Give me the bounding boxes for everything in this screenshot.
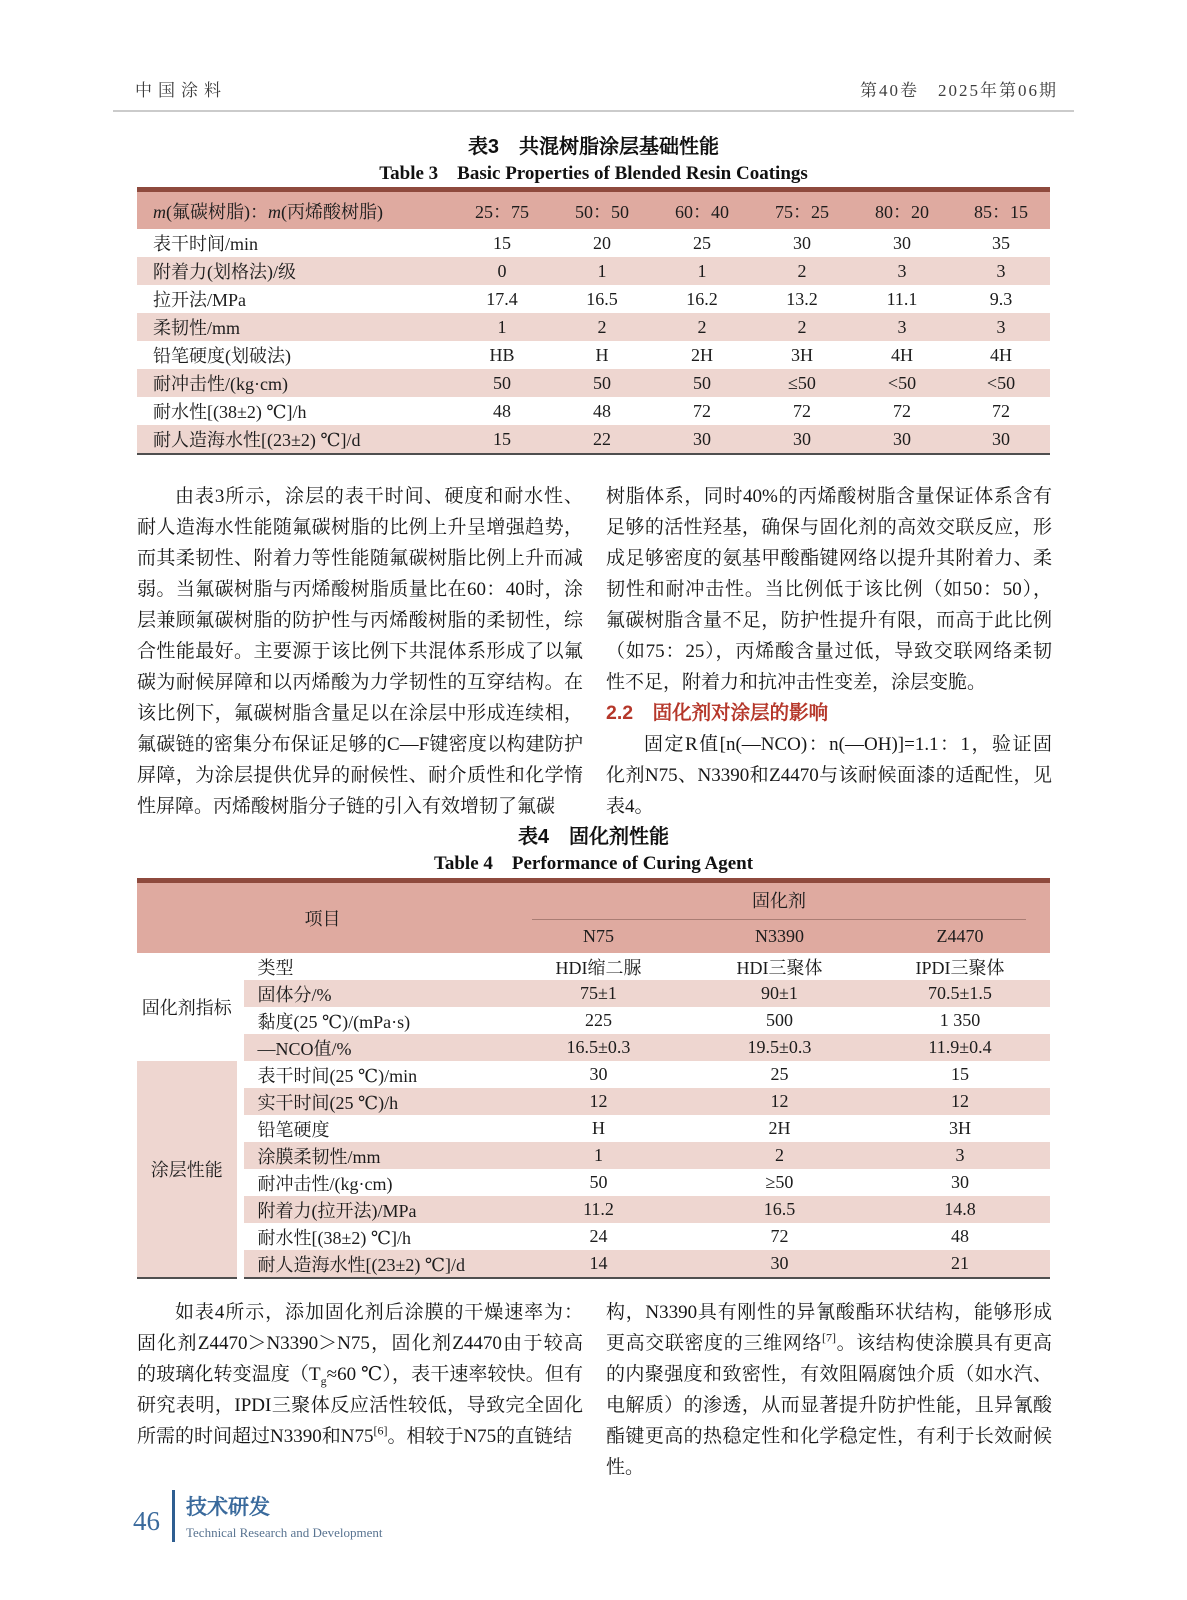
table-row [137, 1088, 1050, 1115]
table-row [137, 369, 1050, 397]
col-header: 60：40 [652, 190, 752, 230]
table-row [137, 1223, 1050, 1250]
cell: 20 [593, 232, 611, 253]
table-row [137, 980, 1050, 1007]
cell: IPDI三聚体 [915, 957, 1005, 978]
table4-header-row [137, 881, 1050, 921]
col-header: 50：50 [552, 190, 652, 230]
left-column [137, 481, 583, 822]
row-label: 固体分/% [240, 980, 508, 1007]
cell: 3 [852, 313, 952, 341]
table3 [137, 187, 1050, 455]
cell: 17.4 [486, 288, 518, 309]
cell: 21 [870, 1250, 1050, 1278]
row-label: 耐冲击性/(kg·cm) [137, 369, 452, 397]
table-row [137, 313, 1050, 341]
cell: 30 [951, 1172, 969, 1192]
cell: 25 [693, 232, 711, 253]
paragraph: 如表4所示，添加固化剂后涂膜的干燥速率为：固化剂Z4470＞N3390＞N75，固化剂Z4470由于较高的玻璃化转变温度（$T_g\approx 60$ ℃），表干速率较快。但有研究表明，IPDI三聚体反应活性较低，导致完全固化所需的时间超过N3390和N75[6]。相较于N75的直链结 [137, 1302, 584, 1447]
table-row [137, 397, 1050, 425]
table-row [137, 341, 1050, 369]
table-row [137, 285, 1050, 313]
row-label: 黏度(25 ℃)/(mPa·s) [257, 1011, 411, 1032]
row-label: 附着力(划格法)/级 [137, 257, 452, 285]
cell: 1 [508, 1142, 689, 1169]
table4-title-en: Table 4 Performance of Curing Agent [433, 853, 754, 874]
cell: 9.3 [989, 288, 1013, 309]
cell: 3 [952, 257, 1050, 285]
cell: 14 [508, 1250, 689, 1278]
body-text-lower [137, 1297, 1052, 1483]
cell: 2 [652, 313, 752, 341]
cell: 1 [452, 313, 552, 341]
table4-agent-header: 固化剂 [508, 881, 1050, 921]
table-row [137, 1061, 1050, 1088]
cell: 90±1 [689, 980, 870, 1007]
running-head [113, 76, 1074, 112]
table3-header-label: m(氟碳树脂)：m(丙烯酸树脂) [137, 190, 452, 230]
row-label: 耐水性[(38±2) ℃]/h [153, 402, 307, 422]
row-label: 拉开法/MPa [153, 290, 247, 310]
cell: 3 [952, 313, 1050, 341]
col-header: 85：15 [952, 190, 1050, 230]
footer-column-cn: 技术研发 [186, 1496, 270, 1519]
cell: 11.2 [508, 1196, 689, 1223]
right-column [606, 481, 1052, 822]
table-row [137, 1196, 1050, 1223]
cell: 3H [791, 344, 813, 365]
col-header: 80：20 [852, 190, 952, 230]
cell: 72 [793, 400, 811, 421]
cell: <50 [952, 369, 1050, 397]
cell: 225 [585, 1010, 612, 1030]
paragraph: 固定R值[n(—NCO)：n(—OH)]=1.1：1，验证固化剂N75、N3390和Z4470与该耐候面漆的适配性，见表4。 [606, 734, 1052, 817]
cell: 30 [752, 425, 852, 454]
cell: 0 [452, 257, 552, 285]
cell: 72 [693, 400, 711, 421]
table3-title-en: Table 3 Basic Properties of Blended Resin Coatings [379, 163, 808, 184]
table4-title-cn: 表4 固化剂性能 [517, 826, 670, 848]
footer-divider [172, 1490, 175, 1542]
cell: 30 [689, 1250, 870, 1278]
cell: ≤50 [752, 369, 852, 397]
cell: 30 [952, 425, 1050, 454]
table-row [137, 1115, 1050, 1142]
cell: 30 [852, 425, 952, 454]
table-row [137, 1007, 1050, 1034]
cell: HDI缩二脲 [555, 957, 642, 978]
paragraph: 由表3所示，涂层的表干时间、硬度和耐水性、耐人造海水性能随氟碳树脂的比例上升呈增强趋势，而其柔韧性、附着力等性能随氟碳树脂比例上升而减弱。当氟碳树脂与丙烯酸树脂质量比在60：40时，涂层兼顾氟碳树脂的防护性与丙烯酸树脂的柔韧性，综合性能最好。主要源于该比例下共混体系形成了以氟碳为耐候屏障和以丙烯酸为力学韧性的互穿结构。在该比例下，氟碳树脂含量足以在涂层中形成连续相，氟碳链的密集分布保证足够的C—F键密度以构建防护屏障，为涂层提供优异的耐候性、耐介质性和化学惰性屏障。丙烯酸树脂分子链的引入有效增韧了氟碳 [137, 486, 583, 817]
footer-column [186, 1491, 383, 1541]
cell: HB [489, 344, 515, 365]
row-label: 附着力(拉开法)/MPa [240, 1196, 508, 1223]
citation-6: [6] [373, 1423, 388, 1438]
row-label: 实干时间(25 ℃)/h [240, 1088, 508, 1115]
cell: 30 [893, 232, 911, 253]
cell: 72 [992, 400, 1010, 421]
volume-issue: 第40卷 2025年第06期 [860, 81, 1058, 100]
left-column [137, 1297, 583, 1483]
col-header: Z4470 [870, 920, 1050, 953]
cell: 14.8 [870, 1196, 1050, 1223]
cell: 2 [752, 313, 852, 341]
row-label: 耐人造海水性[(23±2) ℃]/d [137, 425, 452, 454]
cell: 4H [990, 344, 1012, 365]
cell: 70.5±1.5 [870, 980, 1050, 1007]
paragraph: 树脂体系，同时40%的丙烯酸树脂含量保证体系含有足够的活性羟基，确保与固化剂的高效交联反应，形成足够密度的氨基甲酸酯键网络以提升其附着力、柔韧性和耐冲击性。当比例低于该比例（如50：50），氟碳树脂含量不足，防护性提升有限，而高于此比例（如75：25），丙烯酸含量过低，导致交联网络柔韧性不足，附着力和抗冲击性变差，涂层变脆。 [606, 486, 1052, 693]
cell: 1 350 [939, 1010, 981, 1030]
cell: 3H [949, 1118, 971, 1138]
cell: 72 [893, 400, 911, 421]
cell: 1 [652, 257, 752, 285]
table3-header-row [137, 190, 1050, 230]
row-label: 耐人造海水性[(23±2) ℃]/d [240, 1250, 508, 1278]
cell: 30 [652, 425, 752, 454]
subscript: g [320, 1373, 327, 1388]
cell: 2H [768, 1118, 791, 1138]
cell: 16.5±0.3 [508, 1034, 689, 1061]
cell: 50 [552, 369, 652, 397]
section-heading-2-2: 2.2 固化剂对涂层的影响 [606, 702, 829, 724]
group-label: 涂层性能 [137, 1061, 240, 1278]
cell: 35 [992, 232, 1010, 253]
table-row [137, 1034, 1050, 1061]
cell: 48 [951, 1226, 969, 1246]
cell: 75±1 [508, 980, 689, 1007]
group-label: 固化剂指标 [137, 953, 240, 1061]
table-row [137, 953, 1050, 980]
cell: 4H [891, 344, 913, 365]
cell: 3 [870, 1142, 1050, 1169]
row-label: 涂膜柔韧性/mm [240, 1142, 508, 1169]
paragraph: 构，N3390具有刚性的异氰酸酯环状结构，能够形成更高交联密度的三维网络[7]。该结构使涂膜具有更高的内聚强度和致密性，有效阻隔腐蚀介质（如水汽、电解质）的渗透，从而显著提升防护性能，且异氰酸酯键更高的热稳定性和化学稳定性，有利于长效耐候性。 [606, 1302, 1052, 1478]
cell: 30 [793, 232, 811, 253]
row-label: 铅笔硬度(划破法) [153, 346, 291, 366]
cell: 24 [589, 1226, 608, 1246]
cell: 48 [593, 400, 611, 421]
row-label: 铅笔硬度 [257, 1119, 330, 1140]
cell: 15 [493, 232, 511, 253]
cell: 16.2 [686, 288, 718, 309]
table4 [137, 878, 1050, 1279]
table-row [137, 229, 1050, 257]
cell: 50 [452, 369, 552, 397]
cell: 50 [652, 369, 752, 397]
row-label: 耐冲击性/(kg·cm) [257, 1173, 393, 1194]
cell: 12 [870, 1088, 1050, 1115]
cell: 2 [752, 257, 852, 285]
cell: 15 [452, 425, 552, 454]
cell: 16.5 [689, 1196, 870, 1223]
cell: H [592, 1118, 605, 1138]
row-label: 类型 [257, 957, 294, 978]
table-row [137, 425, 1050, 454]
cell: 30 [589, 1064, 608, 1084]
cell: 2H [691, 344, 713, 365]
cell: 11.1 [886, 288, 918, 309]
cell: 16.5 [586, 288, 618, 309]
cell: 2 [689, 1142, 870, 1169]
cell: <50 [852, 369, 952, 397]
body-text-upper [137, 481, 1052, 822]
cell: 19.5±0.3 [689, 1034, 870, 1061]
table-row [137, 1250, 1050, 1278]
page-footer [133, 1490, 383, 1542]
cell: 13.2 [786, 288, 818, 309]
table4-item-header: 项目 [137, 881, 508, 954]
cell: 48 [493, 400, 511, 421]
cell: 50 [589, 1172, 608, 1192]
cell: HDI三聚体 [736, 957, 823, 978]
table-row [137, 257, 1050, 285]
col-header: N3390 [689, 920, 870, 953]
cell: 1 [552, 257, 652, 285]
cell: 72 [770, 1226, 789, 1246]
table-row [137, 1142, 1050, 1169]
cell: 25 [770, 1064, 789, 1084]
cell: 3 [852, 257, 952, 285]
cell: 2 [552, 313, 652, 341]
col-header: 25：75 [452, 190, 552, 230]
cell: 22 [552, 425, 652, 454]
citation-7: [7] [822, 1330, 836, 1345]
cell: 500 [766, 1010, 793, 1030]
col-header: N75 [508, 920, 689, 953]
right-column [606, 1297, 1052, 1483]
cell: 15 [951, 1064, 969, 1084]
row-label: —NCO值/% [240, 1034, 508, 1061]
cell: H [595, 344, 609, 365]
table3-title-cn: 表3 共混树脂涂层基础性能 [467, 136, 720, 158]
row-label: 柔韧性/mm [137, 313, 452, 341]
cell: 12 [508, 1088, 689, 1115]
col-header: 75：25 [752, 190, 852, 230]
row-label: 耐水性[(38±2) ℃]/h [257, 1227, 411, 1248]
row-label: 表干时间/min [153, 234, 259, 254]
table-row [137, 1169, 1050, 1196]
footer-column-en: Technical Research and Development [186, 1525, 383, 1540]
row-label: 表干时间(25 ℃)/min [257, 1065, 418, 1086]
journal-name: 中国涂料 [135, 81, 227, 100]
cell: ≥50 [765, 1172, 794, 1192]
cell: 11.9±0.4 [870, 1034, 1050, 1061]
cell: 12 [689, 1088, 870, 1115]
page-number: 46 [133, 1505, 160, 1536]
